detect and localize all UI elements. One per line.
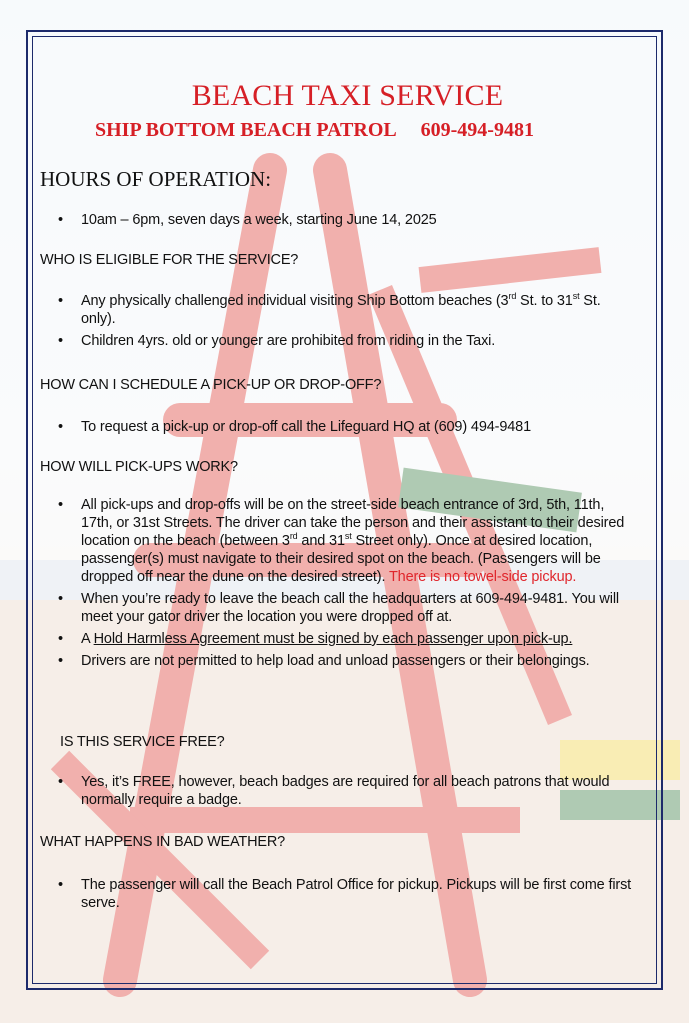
- free-list: [58, 773, 638, 813]
- bullet-icon: •: [58, 591, 63, 607]
- bullet-icon: •: [58, 877, 63, 893]
- list-item: • To request a pick-up or drop-off call the Lifeguard HQ at (609) 494-9481: [58, 419, 531, 435]
- bullet-icon: •: [58, 419, 63, 435]
- eligible-list: [58, 292, 638, 354]
- schedule-list: [58, 418, 638, 440]
- free-question: IS THIS SERVICE FREE?: [60, 734, 225, 750]
- weather-list: [58, 876, 638, 916]
- list-item: • All pick-ups and drop-offs will be on the street-side beach entrance of 3rd, 5th, 11th, 17th, or 31st Streets. The driver can take the person and their assistant to their desired location on the beach (between 3rd and 31st Street only). Once at desired location, passenger(s) must navigate to their desired spot on the beach. (Passengers will be dropped off near the dune on the desired street). There is no towel-side pickup.: [58, 497, 625, 585]
- bullet-icon: •: [58, 293, 63, 309]
- bullet-icon: •: [58, 631, 63, 647]
- bullet-icon: •: [58, 333, 63, 349]
- schedule-question: HOW CAN I SCHEDULE A PICK-UP OR DROP-OFF?: [40, 377, 382, 393]
- list-item: • When you’re ready to leave the beach call the headquarters at 609-494-9481. You will meet your gator driver the location you were dropped off at.: [58, 591, 619, 625]
- list-item: • Drivers are not permitted to help load and unload passengers or their belongings.: [58, 653, 590, 669]
- bullet-icon: •: [58, 212, 63, 228]
- no-towel-side-warning: There is no towel-side pickup: [388, 569, 573, 585]
- org-name: SHIP BOTTOM BEACH PATROL: [95, 119, 396, 141]
- list-item: • Yes, it’s FREE, however, beach badges are required for all beach patrons that would normally require a badge.: [58, 774, 610, 808]
- bullet-icon: •: [58, 653, 63, 669]
- hold-harmless-note: Hold Harmless Agreement must be signed by each passenger upon pick-up.: [93, 631, 573, 647]
- list-item: • 10am – 6pm, seven days a week, starting June 14, 2025: [58, 212, 437, 228]
- hours-heading: HOURS OF OPERATION:: [40, 167, 272, 191]
- weather-question: WHAT HAPPENS IN BAD WEATHER?: [40, 834, 285, 850]
- list-item: • A Hold Harmless Agreement must be signed by each passenger upon pick-up.: [58, 631, 573, 647]
- list-item: • Any physically challenged individual visiting Ship Bottom beaches (3rd St. to 31st St. only).: [58, 291, 601, 327]
- pickups-question: HOW WILL PICK-UPS WORK?: [40, 459, 238, 475]
- phone-number: 609-494-9481: [420, 119, 534, 141]
- hours-list: [58, 211, 638, 233]
- pickups-list: [58, 496, 638, 674]
- list-item: • The passenger will call the Beach Patrol Office for pickup. Pickups will be first come first serve.: [58, 877, 632, 911]
- bullet-icon: •: [58, 497, 63, 513]
- subtitle: [95, 119, 534, 142]
- list-item: • Children 4yrs. old or younger are prohibited from riding in the Taxi.: [58, 333, 496, 349]
- eligible-question: WHO IS ELIGIBLE FOR THE SERVICE?: [40, 252, 299, 268]
- page-title: BEACH TAXI SERVICE: [191, 79, 504, 112]
- bullet-icon: •: [58, 774, 63, 790]
